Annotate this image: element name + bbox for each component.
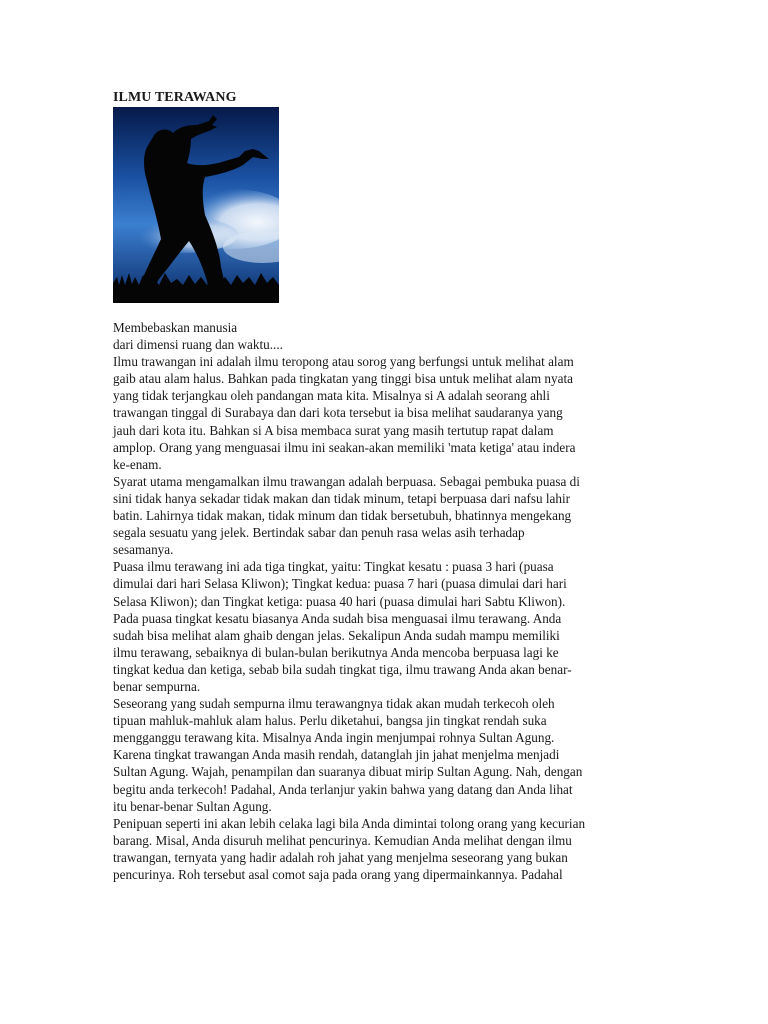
text-line: Penipuan seperti ini akan lebih celaka lagi bila Anda dimintai tolong orang yang kecurian bbox=[113, 815, 586, 831]
text-line: begitu anda terkecoh! Padahal, Anda terlanjur yakin bahwa yang datang dan Anda lihat bbox=[113, 781, 573, 797]
text-line: Pada puasa tingkat kesatu biasanya Anda sudah bisa menguasai ilmu terawang. Anda bbox=[113, 610, 562, 626]
text-line: ke-enam. bbox=[113, 456, 162, 472]
text-line: pencurinya. Roh tersebut asal comot saja pada orang yang dipermainkannya. Padahal bbox=[113, 867, 563, 882]
silhouette-photo bbox=[113, 107, 279, 303]
text-line: tipuan mahluk-mahluk alam halus. Perlu diketahui, bangsa jin tingkat rendah suka bbox=[113, 713, 547, 729]
text-line: trawangan tinggal di Surabaya dan dari kota tersebut ia bisa melihat saudaranya yang bbox=[113, 405, 563, 421]
text-line: gaib atau alam halus. Bahkan pada tingkatan yang tinggi bisa untuk melihat alam nyata bbox=[113, 371, 573, 387]
document-title: ILMU TERAWANG bbox=[113, 90, 237, 105]
text-line: Selasa Kliwon); dan Tingkat ketiga: puasa 40 hari (puasa dimulai hari Sabtu Kliwon). bbox=[113, 593, 566, 609]
text-line: sesamanya. bbox=[113, 542, 174, 558]
text-line: Sultan Agung. Wajah, penampilan dan suaranya dibuat mirip Sultan Agung. Nah, dengan bbox=[113, 764, 583, 780]
document-page bbox=[113, 90, 658, 883]
text-line: amplop. Orang yang menguasai ilmu ini seakan-akan memiliki 'mata ketiga' atau indera bbox=[113, 439, 576, 455]
text-line: trawangan, ternyata yang hadir adalah roh jahat yang menjelma seseorang yang bukan bbox=[113, 849, 568, 865]
text-line: sudah bisa melihat alam ghaib dengan jelas. Sekalipun Anda sudah mampu memiliki bbox=[113, 627, 560, 643]
text-line: batin. Lahirnya tidak makan, tidak minum dan tidak bersetubuh, bhatinnya mengekang bbox=[113, 508, 572, 524]
document-body bbox=[113, 319, 658, 883]
text-line: Ilmu trawangan ini adalah ilmu teropong atau sorog yang berfungsi untuk melihat alam bbox=[113, 354, 574, 370]
text-line: Karena tingkat trawangan Anda masih rendah, datanglah jin jahat menjelma menjadi bbox=[113, 747, 560, 763]
text-line: jauh dari kota itu. Bahkan si A bisa membaca surat yang masih tertutup rapat dalam bbox=[113, 422, 554, 438]
text-line: Syarat utama mengamalkan ilmu trawangan adalah berpuasa. Sebagai pembuka puasa di bbox=[113, 473, 580, 489]
text-line: barang. Misal, Anda disuruh melihat pencurinya. Kemudian Anda melihat dengan ilmu bbox=[113, 832, 572, 848]
text-line: Puasa ilmu terawang ini ada tiga tingkat, yaitu: Tingkat kesatu : puasa 3 hari (puasa bbox=[113, 559, 554, 575]
text-line: Membebaskan manusia bbox=[113, 320, 238, 335]
text-line: sini tidak hanya sekadar tidak makan dan tidak minum, tetapi berpuasa dari nafsu lahir bbox=[113, 490, 571, 506]
text-line: tingkat kedua dan ketiga, sebab bila sudah tingkat tiga, ilmu trawang Anda akan benar- bbox=[113, 661, 572, 677]
text-line: dimulai dari hari Selasa Kliwon); Tingkat kedua: puasa 7 hari (puasa dimulai dari hari bbox=[113, 576, 567, 592]
text-line: Seseorang yang sudah sempurna ilmu terawangnya tidak akan mudah terkecoh oleh bbox=[113, 696, 555, 712]
text-line: ilmu terawang, sebaiknya di bulan-bulan berikutnya Anda mencoba berpuasa lagi ke bbox=[113, 644, 559, 660]
text-line: yang tidak terjangkau oleh pandangan mata kita. Misalnya si A adalah seorang ahli bbox=[113, 388, 550, 404]
text-line: segala sesuatu yang jelek. Bertindak sabar dan penuh rasa welas asih terhadap bbox=[113, 525, 525, 541]
text-line: mengganggu terawang kita. Misalnya Anda ingin menjumpai rohnya Sultan Agung. bbox=[113, 730, 555, 746]
text-line: itu benar-benar Sultan Agung. bbox=[113, 798, 272, 814]
text-line: benar sempurna. bbox=[113, 678, 201, 694]
text-line: dari dimensi ruang dan waktu.... bbox=[113, 337, 283, 353]
